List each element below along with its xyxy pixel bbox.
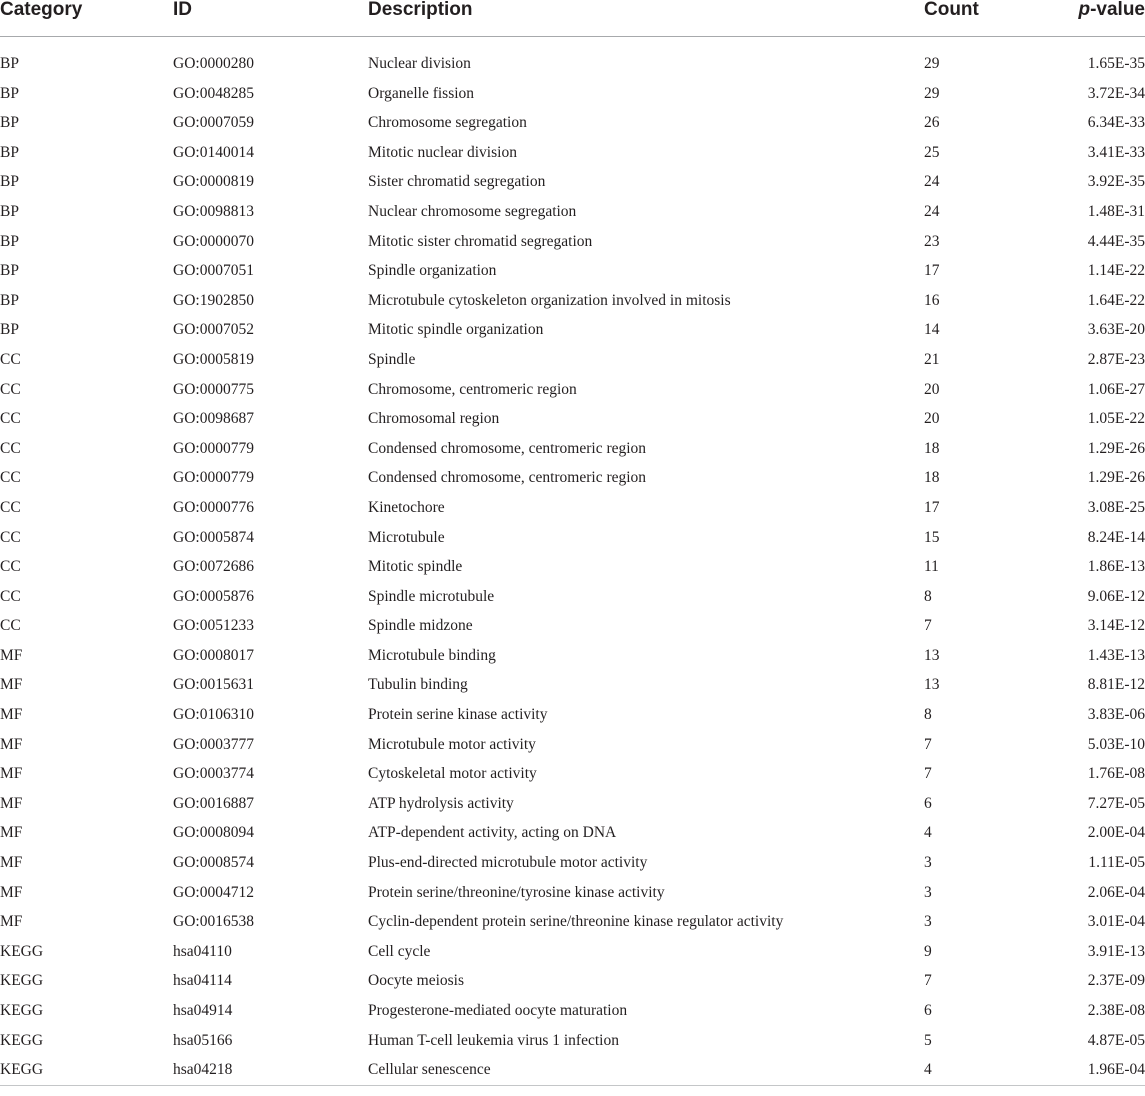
cell-category: MF [0,706,23,724]
header-row [0,0,1145,37]
cell-count: 4 [924,1055,1068,1085]
cell-category: KEGG [0,972,44,990]
header-p-italic: p [1078,0,1091,20]
table-row [0,108,1145,138]
cell-id: GO:0005819 [173,350,254,368]
cell-p-value: 7.27E-05 [1087,794,1145,812]
cell-p-value: 8.81E-12 [1087,676,1145,694]
table-row [0,434,1145,464]
table-header [0,0,1145,37]
table-row [0,552,1145,582]
cell-p-value: 3.41E-33 [1087,143,1145,161]
table-row [0,700,1145,730]
cell-description: Mitotic sister chromatid segregation [368,232,593,250]
table-row [0,937,1145,967]
cell-count: 25 [924,143,940,161]
table-row [0,1055,1145,1085]
cell-category: BP [0,114,19,132]
cell-category: CC [0,380,21,398]
cell-category: MF [0,794,23,812]
cell-p-value: 1.06E-27 [1087,380,1145,398]
cell-description: Protein serine/threonine/tyrosine kinase activity [368,883,665,901]
cell-description: Microtubule cytoskeleton organization involved in mitosis [368,291,731,309]
cell-count: 6 [924,794,932,812]
cell-description: Protein serine kinase activity [368,706,548,724]
cell-category: MF [0,913,23,931]
cell-description: Spindle midzone [368,617,473,635]
table-row [0,167,1145,197]
cell-id: GO:0008094 [173,824,254,842]
cell-count: 14 [924,321,940,339]
table-row [0,375,1145,405]
cell-p-value: 2.00E-04 [1087,824,1145,842]
cell-category: CC [0,528,21,546]
cell-category: MF [0,854,23,872]
cell-count: 20 [924,410,940,428]
cell-description: Spindle organization [368,262,497,280]
cell-category: MF [0,735,23,753]
table-row [0,1026,1145,1056]
table-row [0,463,1145,493]
cell-count: 17 [924,262,940,280]
cell-category: MF [0,883,23,901]
table-row [0,789,1145,819]
cell-count: 5 [924,1031,932,1049]
cell-description: Condensed chromosome, centromeric region [368,469,647,487]
cell-id: GO:0008574 [173,854,254,872]
cell-description: Organelle fission [368,84,475,102]
header-count: Count [924,0,1068,37]
cell-description: Progesterone-mediated oocyte maturation [368,1002,628,1019]
cell-category: KEGG [0,1002,44,1019]
cell-category: CC [0,558,21,576]
cell-description: Nuclear chromosome segregation [368,202,577,220]
cell-id: GO:0000280 [173,55,254,72]
cell-id: GO:0051233 [173,617,254,635]
cell-p-value: 6.34E-33 [1087,114,1145,132]
cell-category: CC [0,469,21,487]
cell-count: 24 [924,173,940,191]
cell-description: Tubulin binding [368,676,468,694]
cell-description: Mitotic nuclear division [368,143,517,161]
cell-description: ATP hydrolysis activity [368,794,514,812]
cell-id: GO:0106310 [173,706,254,724]
header-p-suffix: -value [1090,0,1145,20]
cell-description: Chromosome, centromeric region [368,380,577,398]
cell-description: Nuclear division [368,55,471,72]
cell-id: GO:0005876 [173,587,254,605]
cell-id: GO:1902850 [173,291,254,309]
cell-description: Plus-end-directed microtubule motor activity [368,854,648,872]
cell-description: Microtubule binding [368,646,496,664]
cell-description: Mitotic spindle [368,558,463,576]
cell-category: BP [0,143,19,161]
cell-category: BP [0,55,19,72]
cell-count: 16 [924,291,940,309]
cell-id: GO:0008017 [173,646,254,664]
cell-p-value: 1.65E-35 [1087,55,1145,72]
cell-description: Chromosomal region [368,410,500,428]
cell-description: Cytoskeletal motor activity [368,765,537,783]
cell-count: 17 [924,498,940,516]
table-row [0,315,1145,345]
cell-description: Cellular senescence [368,1055,924,1085]
cell-p-value: 3.92E-35 [1087,173,1145,191]
cell-id: GO:0000819 [173,173,254,191]
cell-id: hsa04114 [173,972,232,990]
cell-p-value: 3.08E-25 [1087,498,1145,516]
table-row [0,345,1145,375]
cell-id: hsa04218 [173,1055,368,1085]
cell-category: KEGG [0,1031,44,1049]
cell-count: 15 [924,528,940,546]
cell-count: 21 [924,350,940,368]
table-row [0,49,1145,79]
cell-p-value: 5.03E-10 [1087,735,1145,753]
cell-count: 7 [924,972,932,990]
cell-id: GO:0016887 [173,794,254,812]
cell-id: GO:0007052 [173,321,254,339]
cell-description: Sister chromatid segregation [368,173,546,191]
cell-p-value: 1.29E-26 [1087,469,1145,487]
cell-p-value: 3.83E-06 [1087,706,1145,724]
table-row [0,256,1145,286]
cell-id: GO:0048285 [173,84,254,102]
cell-category: MF [0,646,23,664]
cell-id: GO:0000776 [173,498,254,516]
cell-count: 26 [924,114,940,132]
cell-p-value: 2.87E-23 [1087,350,1145,368]
cell-description: ATP-dependent activity, acting on DNA [368,824,617,842]
table-row [0,286,1145,316]
table-row [0,907,1145,937]
cell-id: hsa05166 [173,1031,233,1049]
table-row [0,996,1145,1026]
cell-description: Chromosome segregation [368,114,527,132]
cell-count: 9 [924,942,932,960]
cell-count: 3 [924,854,932,872]
cell-id: GO:0098813 [173,202,254,220]
cell-description: Human T-cell leukemia virus 1 infection [368,1031,619,1049]
header-description: Description [368,0,924,37]
table-row [0,611,1145,641]
cell-id: GO:0007059 [173,114,254,132]
cell-p-value: 8.24E-14 [1087,528,1145,546]
cell-count: 7 [924,765,932,783]
cell-category: BP [0,291,19,309]
cell-count: 29 [924,84,940,102]
cell-p-value: 3.63E-20 [1087,321,1145,339]
table-row [0,966,1145,996]
cell-count: 7 [924,735,932,753]
cell-category: CC [0,617,21,635]
cell-category: BP [0,321,19,339]
cell-count: 29 [924,55,940,72]
cell-count: 18 [924,439,940,457]
cell-description: Spindle microtubule [368,587,495,605]
cell-category: BP [0,173,19,191]
cell-count: 8 [924,706,932,724]
cell-p-value: 2.38E-08 [1087,1002,1145,1019]
cell-id: GO:0003774 [173,765,254,783]
cell-description: Kinetochore [368,498,445,516]
cell-id: GO:0098687 [173,410,254,428]
cell-p-value: 4.44E-35 [1087,232,1145,250]
cell-category: CC [0,439,21,457]
cell-p-value: 4.87E-05 [1087,1031,1145,1049]
cell-count: 6 [924,1002,932,1019]
table-row [0,227,1145,257]
table-row [0,523,1145,553]
cell-category: MF [0,676,23,694]
cell-p-value: 3.14E-12 [1087,617,1145,635]
cell-description: Spindle [368,350,416,368]
cell-id: hsa04914 [173,1002,233,1019]
cell-count: 7 [924,617,932,635]
cell-count: 4 [924,824,932,842]
cell-count: 20 [924,380,940,398]
header-spacer-row [0,37,1145,50]
cell-p-value: 3.91E-13 [1087,942,1145,960]
cell-p-value: 9.06E-12 [1087,587,1145,605]
cell-description: Cyclin-dependent protein serine/threonine kinase regulator activity [368,913,784,931]
table-body [0,37,1145,1086]
cell-p-value: 1.11E-05 [1088,854,1145,872]
cell-id: GO:0015631 [173,676,254,694]
cell-id: GO:0140014 [173,143,254,161]
cell-p-value: 1.76E-08 [1087,765,1145,783]
table-row [0,670,1145,700]
cell-p-value: 1.96E-04 [1068,1055,1145,1085]
header-category: Category [0,0,173,37]
cell-count: 8 [924,587,932,605]
cell-description: Mitotic spindle organization [368,321,544,339]
cell-id: GO:0003777 [173,735,254,753]
table-row [0,79,1145,109]
cell-id: GO:0005874 [173,528,254,546]
header-id: ID [173,0,368,37]
cell-id: GO:0000779 [173,469,254,487]
cell-category: BP [0,262,19,280]
table-row [0,197,1145,227]
cell-description: Microtubule [368,528,445,546]
cell-description: Microtubule motor activity [368,735,536,753]
cell-p-value: 3.01E-04 [1087,913,1145,931]
cell-category: CC [0,587,21,605]
cell-id: GO:0000779 [173,439,254,457]
cell-id: GO:0016538 [173,913,254,931]
cell-description: Condensed chromosome, centromeric region [368,439,647,457]
cell-id: GO:0072686 [173,558,254,576]
table-row [0,818,1145,848]
cell-count: 24 [924,202,940,220]
cell-category: MF [0,765,23,783]
header-p-value [1068,0,1145,37]
cell-count: 13 [924,676,940,694]
cell-category: CC [0,410,21,428]
table-row [0,878,1145,908]
cell-count: 11 [924,558,939,576]
table-row [0,641,1145,671]
cell-category: CC [0,350,21,368]
cell-count: 3 [924,913,932,931]
table-row [0,759,1145,789]
cell-category: KEGG [0,1055,173,1085]
cell-category: BP [0,84,19,102]
cell-p-value: 1.86E-13 [1087,558,1145,576]
cell-p-value: 2.37E-09 [1087,972,1145,990]
cell-p-value: 1.05E-22 [1087,410,1145,428]
cell-description: Cell cycle [368,942,431,960]
cell-count: 13 [924,646,940,664]
cell-p-value: 3.72E-34 [1087,84,1145,102]
cell-category: BP [0,202,19,220]
table-row [0,730,1145,760]
cell-id: hsa04110 [173,942,232,960]
table-row [0,582,1145,612]
cell-p-value: 1.64E-22 [1087,291,1145,309]
cell-p-value: 1.29E-26 [1087,439,1145,457]
cell-id: GO:0007051 [173,262,254,280]
table-row [0,848,1145,878]
cell-id: GO:0004712 [173,883,254,901]
table-row [0,493,1145,523]
cell-category: CC [0,498,21,516]
table-row [0,404,1145,434]
cell-count: 18 [924,469,940,487]
cell-p-value: 1.43E-13 [1087,646,1145,664]
cell-id: GO:0000070 [173,232,254,250]
cell-p-value: 2.06E-04 [1087,883,1145,901]
cell-p-value: 1.48E-31 [1087,202,1145,220]
cell-count: 3 [924,883,932,901]
table-row [0,138,1145,168]
cell-category: MF [0,824,23,842]
cell-p-value: 1.14E-22 [1087,262,1145,280]
cell-category: BP [0,232,19,250]
cell-count: 23 [924,232,940,250]
cell-id: GO:0000775 [173,380,254,398]
cell-category: KEGG [0,942,44,960]
cell-description: Oocyte meiosis [368,972,464,990]
